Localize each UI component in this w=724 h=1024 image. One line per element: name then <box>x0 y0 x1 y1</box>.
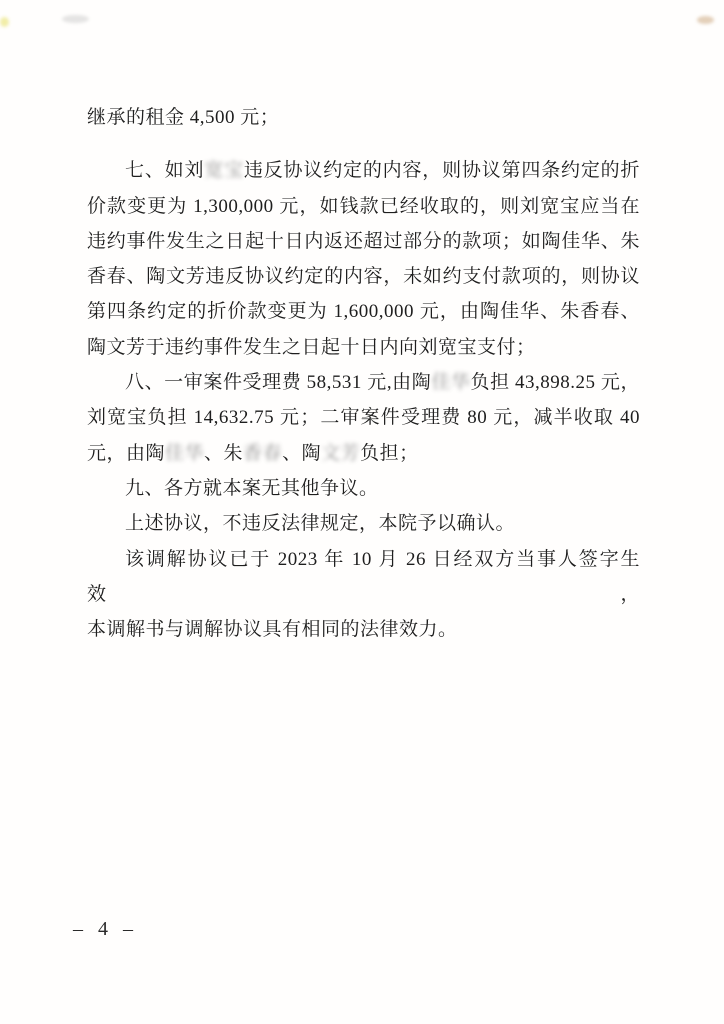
text-line <box>87 100 640 135</box>
text-segment: 本调解书与调解协议具有相同的法律效力。 <box>87 619 458 641</box>
redacted-name: 文芳 <box>321 442 361 464</box>
tan-smudge-top-right-scan-artifact <box>697 16 714 24</box>
text-segment: 七、如刘 <box>125 160 205 182</box>
redacted-name: 佳华 <box>165 442 205 464</box>
text-line <box>87 612 640 647</box>
text-line <box>87 365 640 400</box>
text-segment: 九、各方就本案无其他争议。 <box>125 477 379 499</box>
redacted-name: 香春 <box>243 442 283 464</box>
text-line <box>87 294 640 329</box>
text-segment: 第四条约定的折价款变更为 1,600,000 元，由陶佳华、朱香春、 <box>87 301 640 323</box>
text-line <box>87 506 640 541</box>
text-segment: 继承的租金 4,500 元； <box>87 107 280 128</box>
text-line <box>87 400 640 435</box>
yellow-speck-top-left-scan-artifact <box>0 17 9 27</box>
gray-smudge-top-left-scan-artifact <box>62 15 89 23</box>
document-lines <box>87 100 640 647</box>
text-line <box>87 330 640 365</box>
text-segment: 违约事件发生之日起十日内返还超过部分的款项；如陶佳华、朱 <box>87 230 640 252</box>
text-line <box>87 189 640 224</box>
redacted-name: 宽宝 <box>204 160 244 182</box>
text-line <box>87 259 640 294</box>
text-segment: 八、一审案件受理费 58,531 元,由陶 <box>125 372 432 394</box>
page-number-label: – 4 – <box>73 918 138 940</box>
text-segment: 违反协议约定的内容，则协议第四条约定的折 <box>243 160 640 182</box>
text-line <box>87 471 640 506</box>
text-segment: 该调解协议已于 2023 年 10 月 26 日经双方当事人签字生效， <box>87 548 640 605</box>
redacted-name: 佳华 <box>431 372 471 394</box>
text-segment: 刘宽宝负担 14,632.75 元；二审案件受理费 80 元，减半收取 40 <box>87 407 640 429</box>
text-line <box>87 542 640 613</box>
text-segment: 负担； <box>360 442 419 464</box>
text-segment: 上述协议，不违反法律规定，本院予以确认。 <box>125 513 516 535</box>
text-segment: 负担 43,898.25 元， <box>470 372 640 394</box>
text-line <box>87 436 640 471</box>
text-segment: 、陶 <box>282 442 322 464</box>
text-segment: 陶文芳于违约事件发生之日起十日内向刘宽宝支付； <box>87 336 536 358</box>
text-segment: 香春、陶文芳违反协议约定的内容，未如约支付款项的，则协议 <box>87 266 640 288</box>
text-segment: 价款变更为 1,300,000 元，如钱款已经收取的，则刘宽宝应当在 <box>87 195 640 217</box>
text-line <box>87 153 640 188</box>
text-segment: 元，由陶 <box>87 442 166 464</box>
text-line <box>87 224 640 259</box>
text-segment: 、朱 <box>204 442 244 464</box>
